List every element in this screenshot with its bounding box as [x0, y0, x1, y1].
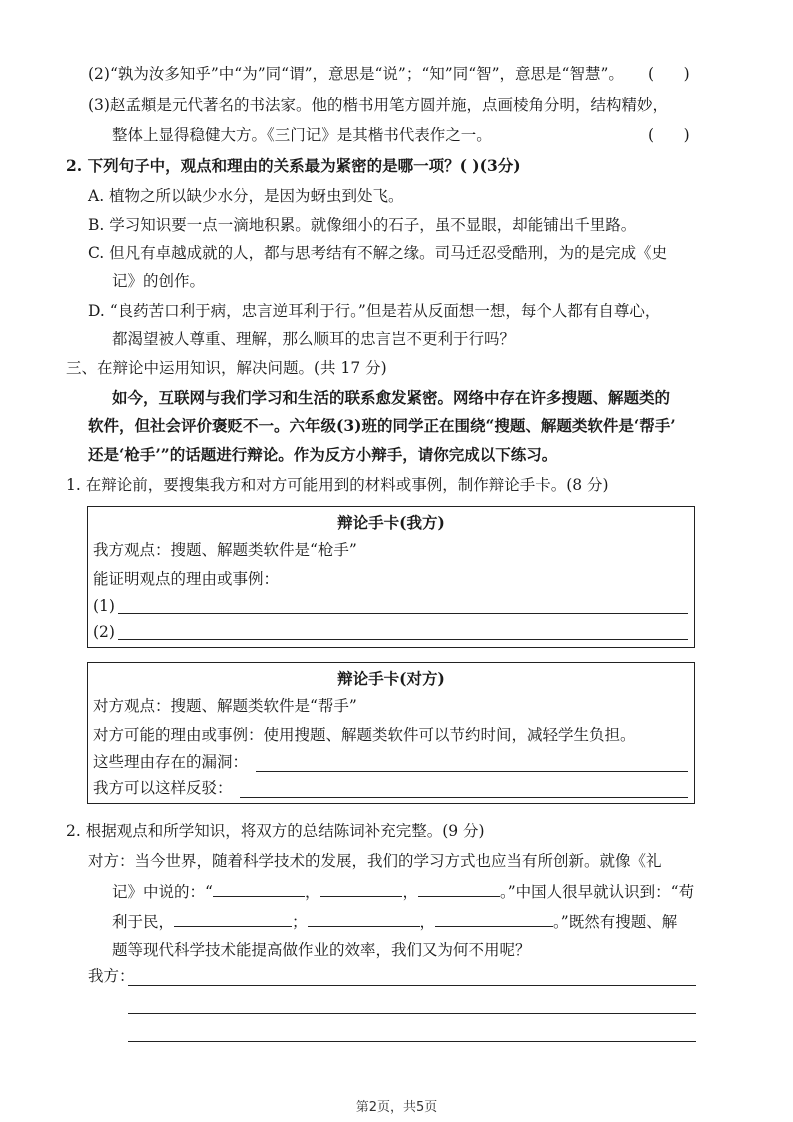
our-summary-line1[interactable] [128, 985, 696, 986]
question-3-2-stem: 2. 根据观点和所学知识，将双方的总结陈词补充完整。(9 分) [66, 822, 485, 840]
card-opp-flaw-label: 这些理由存在的漏洞： [93, 753, 249, 771]
card-opp-rebut-line[interactable] [240, 797, 688, 798]
judge-item-3-line1: (3)赵孟頫是元代著名的书法家。他的楷书用笔方圆并施，点画棱角分明，结构精妙， [88, 96, 668, 114]
opp-summary-line1: 对方：当今世界，随着科学技术的发展，我们的学习方式也应当有所创新。就像《礼 [88, 852, 662, 870]
option-a: A. 植物之所以缺少水分，是因为蚜虫到处飞。 [88, 187, 404, 205]
card-ours-title: 辩论手卡(我方) [337, 513, 445, 532]
card-ours-view: 我方观点：搜题、解题类软件是“枪手” [93, 541, 357, 559]
opp-summary-line4: 题等现代科学技术能提高做作业的效率，我们又为何不用呢？ [112, 941, 531, 959]
blank-gou-2[interactable] [308, 910, 420, 927]
our-summary-label: 我方： [88, 967, 135, 985]
option-b: B. 学习知识要一点一滴地积累。就像细小的石子，虽不显眼，却能铺出千里路。 [88, 216, 637, 234]
our-summary-line3[interactable] [128, 1041, 696, 1042]
option-d-line2: 都渴望被人尊重、理解，那么顺耳的忠言岂不更利于行吗？ [112, 330, 516, 348]
question-2-stem: 2. 下列句子中，观点和理由的关系最为紧密的是哪一项？( )(3分) [66, 156, 521, 175]
card-ours-item2-line[interactable] [118, 639, 688, 640]
card-ours-prompt: 能证明观点的理由或事例： [93, 570, 280, 588]
card-opp-flaw-line[interactable] [256, 771, 688, 772]
option-c-line1: C. 但凡有卓越成就的人，都与思考结有不解之缘。司马迁忍受酷刑，为的是完成《史 [88, 244, 668, 262]
intro-line1: 如今，互联网与我们学习和生活的联系愈发紧密。网络中存在许多搜题、解题类的 [112, 388, 671, 407]
card-ours-item1-line[interactable] [118, 613, 688, 614]
our-summary-line2[interactable] [128, 1013, 696, 1014]
judge-item-2: (2)“孰为汝多知乎”中“为”同“谓”，意思是“说”；“知”同“智”，意思是“智慧”。 [88, 65, 624, 83]
blank-gou-1[interactable] [174, 910, 292, 927]
opp-summary-line2: 记》中说的：“ ， ， 。”中国人很早就认识到：“苟 [112, 880, 694, 903]
card-opp-rebut-label: 我方可以这样反驳： [93, 779, 233, 797]
answer-paren-3[interactable]: ( ) [648, 126, 690, 144]
intro-line2: 软件，但社会评价褒贬不一。六年级(3)班的同学正在围绕“搜题、解题类软件是‘帮手’ [88, 416, 676, 435]
blank-liji-1[interactable] [213, 880, 305, 897]
card-opp-title: 辩论手卡(对方) [337, 669, 445, 688]
opp-summary-line3: 利于民， ； ， 。”既然有搜题、解 [112, 910, 677, 933]
card-ours-item1-label: (1) [93, 597, 115, 615]
judge-item-3-line2: 整体上显得稳健大方。《三门记》是其楷书代表作之一。 [112, 126, 492, 144]
section-3-heading: 三、在辩论中运用知识，解决问题。(共 17 分) [66, 359, 387, 377]
debate-card-ours [87, 506, 695, 648]
intro-line3: 还是‘枪手’”的话题进行辩论。作为反方小辩手，请你完成以下练习。 [88, 445, 558, 464]
debate-card-opponent [87, 662, 695, 804]
blank-liji-2[interactable] [320, 880, 402, 897]
blank-liji-3[interactable] [418, 880, 500, 897]
question-3-1-stem: 1. 在辩论前，要搜集我方和对方可能用到的材料或事例，制作辩论手卡。(8 分) [66, 476, 609, 494]
card-ours-item2-label: (2) [93, 623, 115, 641]
option-d-line1: D. “良药苦口利于病，忠言逆耳利于行。”但是若从反面想一想，每个人都有自尊心， [88, 302, 661, 320]
card-opp-reason: 对方可能的理由或事例：使用搜题、解题类软件可以节约时间，减轻学生负担。 [93, 726, 636, 744]
answer-paren-2[interactable]: ( ) [648, 65, 690, 83]
option-c-line2: 记》的创作。 [112, 272, 206, 290]
page-number: 第2页，共5页 [355, 1100, 438, 1115]
card-opp-view: 对方观点：搜题、解题类软件是“帮手” [93, 697, 357, 715]
blank-gou-3[interactable] [435, 910, 553, 927]
